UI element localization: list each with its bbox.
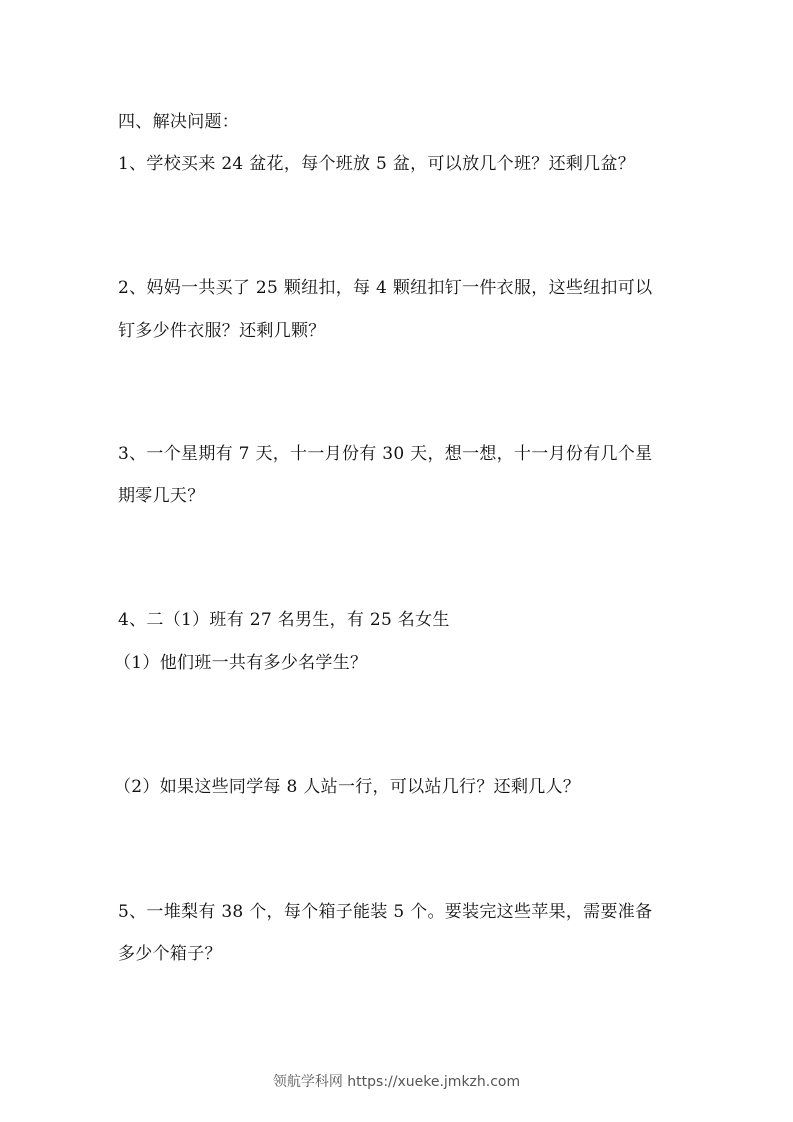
footer-watermark: 领航学科网 https://xueke.jmkzh.com (272, 1074, 521, 1090)
problem-2-line-1: 2、妈妈一共买了 25 颗纽扣，每 4 颗纽扣钉一件衣服，这些纽扣可以 (118, 278, 653, 298)
section-title: 四、解决问题： (118, 112, 240, 132)
problem-5-line-1: 5、一堆梨有 38 个，每个箱子能装 5 个。要装完这些苹果，需要准备 (118, 902, 653, 922)
problem-4-sub-2: （2）如果这些同学每 8 人站一行，可以站几行？还剩几人？ (114, 777, 581, 797)
problem-2-line-2: 钉多少件衣服？还剩几颗？ (118, 321, 326, 341)
problem-5-line-2: 多少个箱子？ (118, 944, 222, 964)
problem-4-sub-1: （1）他们班一共有多少名学生？ (114, 653, 368, 673)
problem-4-line-1: 4、二（1）班有 27 名男生，有 25 名女生 (118, 610, 450, 630)
problem-1-line-1: 1、学校买来 24 盆花，每个班放 5 盆，可以放几个班？还剩几盆？ (118, 154, 636, 174)
problem-3-line-2: 期零几天？ (118, 486, 205, 506)
problem-3-line-1: 3、一个星期有 7 天，十一月份有 30 天，想一想，十一月份有几个星 (118, 444, 653, 464)
